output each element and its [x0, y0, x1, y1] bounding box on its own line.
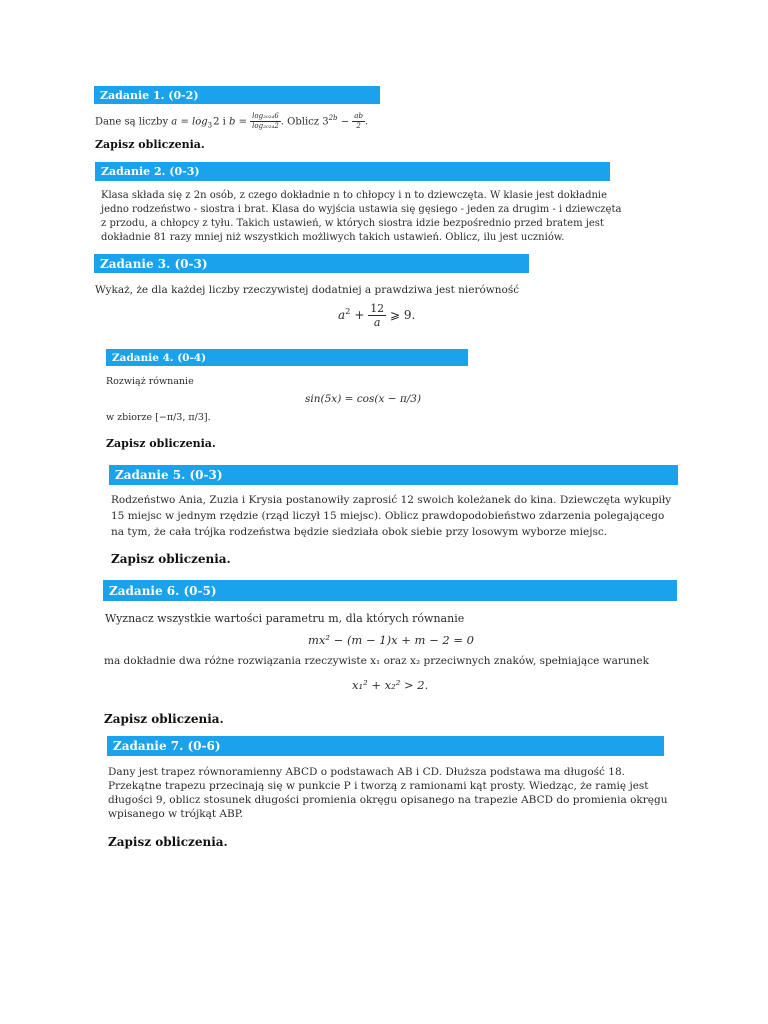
- task-1-period: .: [364, 116, 369, 128]
- task-6-line-2: ma dokładnie dwa różne rozwiązania rzeczywiste x₁ oraz x₂ przeciwnych znaków, spełniające warunek: [104, 655, 649, 667]
- task-5-write-calc: Zapisz obliczenia.: [111, 552, 231, 566]
- task-2-title: Zadanie 2. (0-3): [101, 165, 200, 178]
- task-1-text-pre: Dane są liczby: [95, 116, 172, 128]
- task-6-equation: mx² − (m − 1)x + m − 2 = 0: [308, 633, 474, 647]
- task-3-line-1: Wykaż, że dla każdej liczby rzeczywistej dodatniej a prawdziwa jest nierówność: [95, 284, 520, 296]
- task-6-line-1: Wyznacz wszystkie wartości parametru m, dla których równanie: [105, 612, 465, 625]
- task-7-title: Zadanie 7. (0-6): [113, 739, 221, 753]
- task-2-line-1: Klasa składa się z 2n osób, z czego dokładnie n to chłopcy i n to dziewczęta. W klasie jest dokładnie: [101, 190, 608, 201]
- task-1-title: Zadanie 1. (0-2): [100, 88, 199, 102]
- task-4-domain: w zbiorze [−π/3, π/3].: [106, 412, 211, 423]
- task-1-fraction-ab-den: 2: [356, 122, 361, 131]
- task-7-line-2: Przekątne trapezu przecinają się w punkcie P i tworzą z ramionami kąt prosty. Wiedząc, że ramię jest: [108, 780, 649, 792]
- task-4-title: Zadanie 4. (0-4): [112, 351, 207, 364]
- task-6-write-calc: Zapisz obliczenia.: [104, 712, 224, 726]
- task-1-statement: [95, 110, 368, 133]
- task-1-math-a-base: 3: [207, 121, 213, 130]
- task-3-fraction-den: a: [373, 316, 381, 329]
- task-1-fraction-b: [250, 113, 281, 130]
- task-3-fraction: [368, 303, 386, 328]
- task-1-math-b: b =: [229, 116, 251, 128]
- task-1-expr-base: 3: [322, 116, 329, 128]
- task-6-header: [103, 580, 677, 601]
- task-3-formula-plus: +: [350, 308, 369, 322]
- task-7-write-calc: Zapisz obliczenia.: [108, 835, 228, 849]
- task-1-header: [94, 86, 380, 104]
- task-1-write-calc: Zapisz obliczenia.: [95, 138, 205, 151]
- task-1-math-a-arg: 2: [213, 116, 220, 128]
- task-3-header: [94, 254, 529, 273]
- task-1-fraction-ab: [352, 113, 365, 130]
- task-5-line-3: na tym, że cała trójka rodzeństwa będzie siedziała obok siebie przy losowym wyborze miejsc.: [111, 526, 608, 538]
- task-3-formula: [338, 303, 415, 328]
- task-1-math-a: a = log: [171, 116, 208, 128]
- task-3-formula-base: a: [338, 308, 346, 322]
- task-2-line-2: jedno rodzeństwo - siostra i brat. Klasa do wyjścia ustawia się gęsiego - jeden za drugim - i dziewczęta: [101, 204, 622, 215]
- task-1-fraction-ab-num: ab: [354, 112, 363, 121]
- task-3-fraction-num: 12: [370, 302, 385, 315]
- task-2-header: [95, 162, 610, 181]
- task-5-line-1: Rodzeństwo Ania, Zuzia i Krysia postanowiły zaprosić 12 swoich koleżanek do kina. Dziewczęta wykupiły: [111, 494, 672, 506]
- task-5-header: [109, 465, 678, 485]
- task-4-header: [106, 349, 468, 366]
- task-1-text-mid: . Oblicz: [280, 116, 323, 128]
- task-2-line-4: dokładnie 81 razy mniej niż wszystkich możliwych takich ustawień. Oblicz, ilu jest uczniów.: [101, 232, 565, 243]
- task-1-expr-exponent: 2b: [328, 114, 338, 122]
- task-4-write-calc: Zapisz obliczenia.: [106, 437, 216, 450]
- task-5-title: Zadanie 5. (0-3): [115, 468, 223, 482]
- task-7-header: [107, 736, 664, 756]
- task-5-line-2: 15 miejsc w jednym rzędzie (rząd liczył 15 miejsc). Oblicz prawdopodobieństwo zdarzenia polegającego: [111, 510, 665, 522]
- task-1-connector: i: [219, 116, 230, 128]
- task-7-line-1: Dany jest trapez równoramienny ABCD o podstawach AB i CD. Dłuższa podstawa ma długość 18.: [108, 766, 625, 778]
- task-4-equation: sin(5x) = cos(x − π/3): [305, 393, 422, 405]
- task-7-line-3: długości 9, oblicz stosunek długości promienia okręgu opisanego na trapezie ABCD do promienia okręgu: [108, 794, 668, 806]
- task-7-line-4: wpisanego w trójkąt ABP.: [108, 808, 243, 820]
- task-6-condition: x₁² + x₂² > 2.: [352, 678, 429, 692]
- task-2-line-3: z przodu, a chłopcy z tyłu. Takich ustawień, w których siostra idzie bezpośrednio przed bratem jest: [101, 218, 604, 229]
- task-4-line-1: Rozwiąż równanie: [106, 376, 194, 387]
- task-3-formula-exponent: 2: [345, 306, 351, 316]
- task-3-title: Zadanie 3. (0-3): [100, 256, 208, 271]
- task-1-fraction-b-den: log₂₀₂₄2: [252, 122, 279, 131]
- task-6-title: Zadanie 6. (0-5): [109, 583, 217, 598]
- task-1-fraction-b-num: log₂₀₂₄6: [252, 112, 279, 121]
- task-1-expr-minus: −: [337, 116, 353, 128]
- task-3-formula-end: ⩾ 9.: [386, 308, 416, 322]
